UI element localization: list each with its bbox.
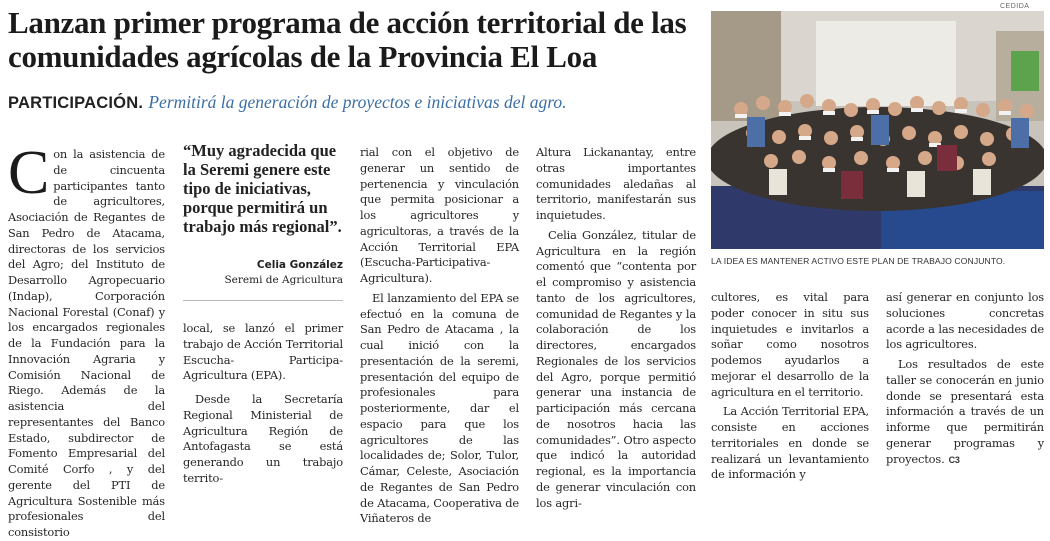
body-column-5 (711, 290, 869, 483)
paragraph: on la asistencia de de cincuenta participantes tanto de agricultores, Asociación de Regantes de San Pedro de Atacama, directoras de los servicios del Agro; del Instituto de Desarrollo Agropecuario (Indap), Corporación Nacional Forestal (Conaf) y los encargados regionales de la Fundación para la Innovación Agraria y Comisión Nacional de Riego. Además de la asistencia del representantes del Banco Estado, subdirector de Fomento Empresarial del Comité Corfo , y del gerente del PTI de Agricultura Sostenible más profesionales del consistorio (8, 147, 165, 539)
divider (183, 300, 343, 301)
body-column-6 (886, 290, 1044, 468)
photo-credit: CEDIDA (1000, 3, 1030, 10)
paragraph (886, 357, 1044, 468)
paragraph: La Acción Territorial EPA, consiste en acciones territoriales en donde se realizará un levantamiento de información y (711, 404, 869, 482)
section-tag: PARTICIPACIÓN. (8, 94, 144, 112)
paragraph: rial con el objetivo de generar un sentido de pertenencia y vinculación que permita posicionar a los agricultores y agricultoras, a través de la Acción Territorial EPA (Escucha-Participativa-Agricultura). (360, 145, 519, 285)
paragraph-text: Los resultados de este taller se conocerán en junio donde se presentará esta información a través de un informe que permitirán generar programas y proyectos. (886, 357, 1044, 466)
kicker (8, 92, 708, 113)
headline: Lanzan primer programa de acción territorial de las comunidades agrícolas de la Provincia El Loa (8, 5, 687, 74)
body-column-4 (536, 145, 696, 511)
drop-cap: C (8, 139, 50, 207)
kicker-subtitle: Permitirá la generación de proyectos e iniciativas del agro. (148, 92, 567, 112)
body-column-1 (8, 139, 165, 541)
paragraph: cultores, es vital para poder conocer in situ sus inquietudes e invitarlos a soñar como nosotros podemos ayudarlos a mejorar el desarrollo de la agricultura en el territorio. (711, 290, 869, 399)
pull-quote: “Muy agradecida que la Seremi genere este tipo de iniciativas, porque permitirá un trabajo más regional”. (183, 141, 342, 236)
photo-caption: LA IDEA ES MANTENER ACTIVO ESTE PLAN DE TRABAJO CONJUNTO. (711, 256, 1006, 266)
paragraph: local, se lanzó el primer trabajo de Acción Territorial Escucha- Participa- Agricultura (EPA). (183, 321, 343, 383)
paragraph: Altura Lickanantay, entre otras importantes comunidades aledañas al territorio, manifestarán sus inquietudes. (536, 145, 696, 222)
paragraph: El lanzamiento del EPA se efectuó en la comuna de San Pedro de Atacama , la cual inició con la presentación de la seremi, presentación del equipo de profesionales para posteriormente, dar el espacio para que los agricultores de las localidades de; Solor, Tulor, Cámar, Celeste, Asociación de Regantes de San Pedro de Atacama, Cooperativa de Viñateros de (360, 290, 519, 526)
quote-author: Celia González (256, 259, 343, 271)
body-column-2 (183, 321, 343, 487)
paragraph: Desde la Secretaría Regional Ministerial de Agricultura Región de Antofagasta se está generando un trabajo territo- (183, 392, 343, 485)
body-column-3 (360, 145, 519, 527)
paragraph: así generar en conjunto los soluciones concretas acorde a las necesidades de los agricultores. (886, 290, 1044, 352)
pull-quote-attribution (183, 258, 343, 288)
quote-author-role: Seremi de Agricultura (224, 274, 343, 286)
paragraph: Celia González, titular de Agricultura en la región comentó que “contenta por el compromiso y asistencia tanto de los agricultores, comunidad de Regantes y la colaboración de los directores, encargados Regionales de los servicios del Agro, porque permitió generar una instancia de participación más cercana de nosotros hacia las comunidades”. Otro aspecto que indicó la autoridad regional, es la importancia de generar vinculación con los agri- (536, 227, 696, 510)
end-mark: C3 (948, 454, 960, 465)
event-photo (711, 11, 1044, 249)
